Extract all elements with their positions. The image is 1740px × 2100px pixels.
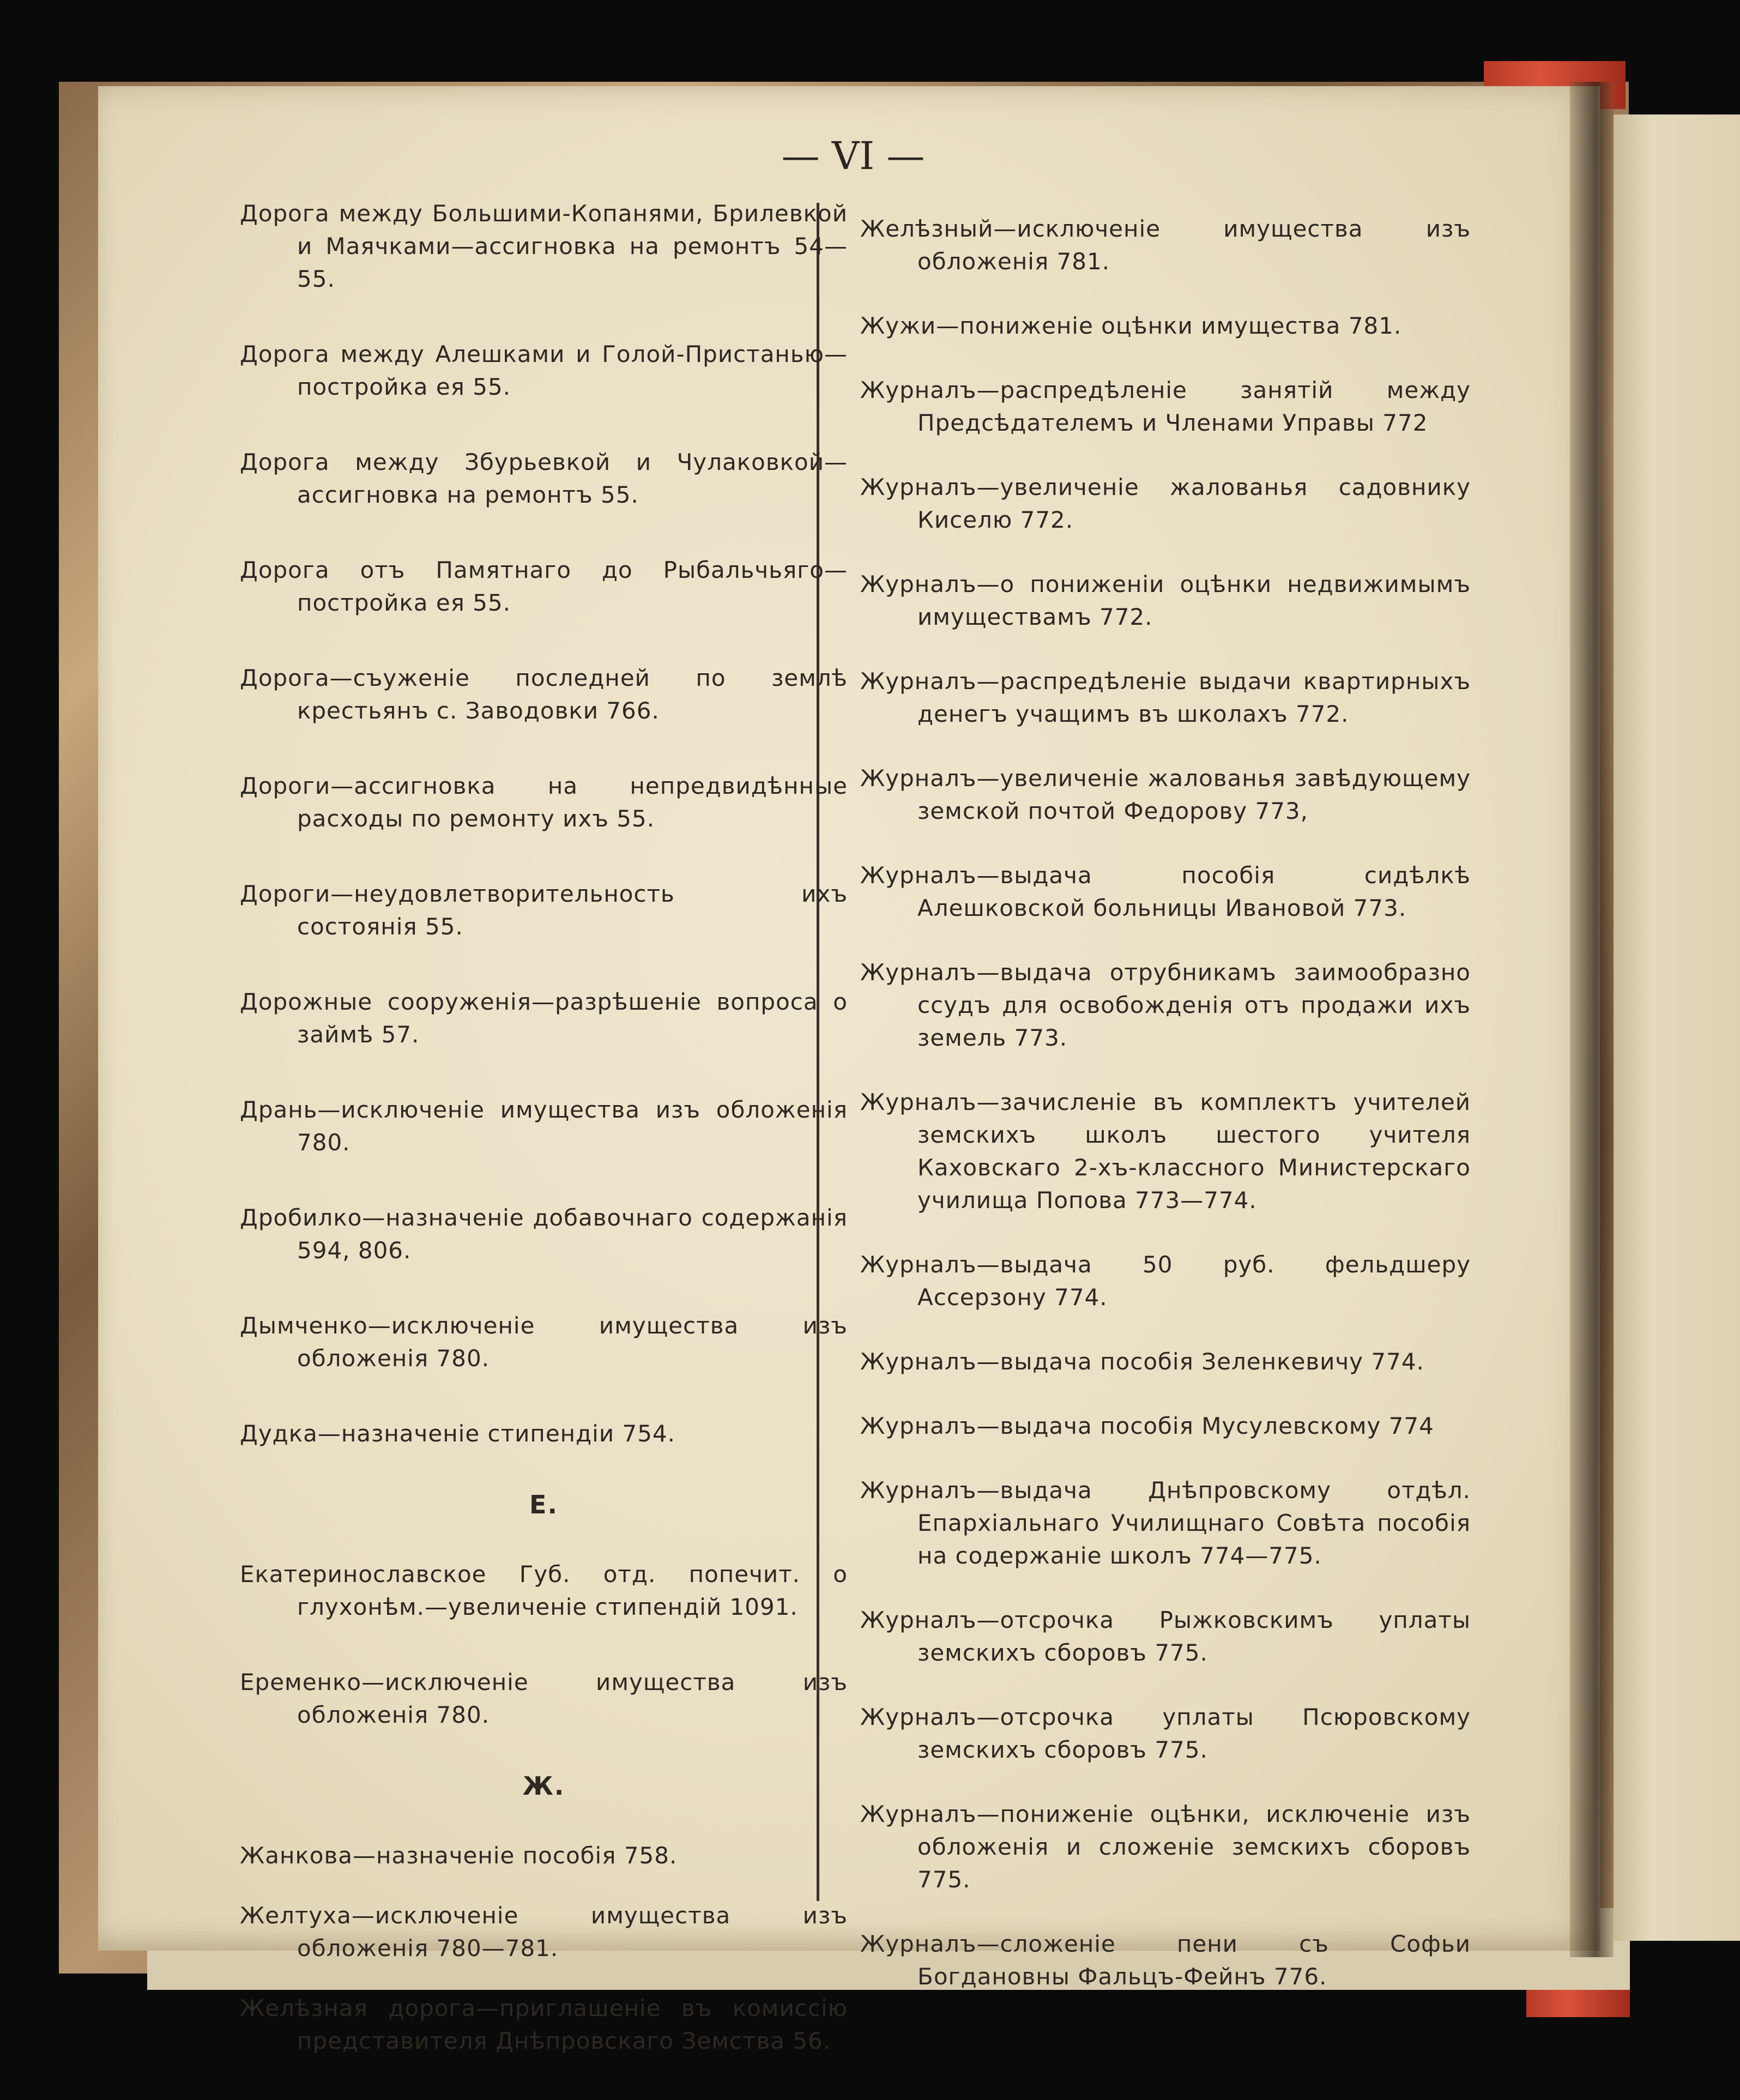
index-entry: Желѣзная дорога—приглашеніе въ комиссію представителя Днѣпровскаго Земства 56. bbox=[240, 1995, 848, 2054]
index-entry: Журналъ—выдача отрубникамъ заимообразно ссудъ для освобожденія отъ продажи ихъ земель 773. bbox=[860, 959, 1471, 1051]
index-entry: Журналъ—распредѣленіе занятій между Предсѣдателемъ и Членами Управы 772 bbox=[860, 377, 1471, 436]
facing-page-edge bbox=[1614, 114, 1740, 1941]
index-entry: Жанкова—назначеніе пособія 758. bbox=[240, 1842, 678, 1869]
index-entry: Журналъ—выдача пособія сидѣлкѣ Алешковской больницы Ивановой 773. bbox=[860, 862, 1471, 921]
index-entry: Дрань—исключеніе имущества изъ обложенія 780. bbox=[240, 1096, 848, 1156]
index-entry: Жужи—пониженіе оцѣнки имущества 781. bbox=[860, 312, 1402, 339]
index-entry: Журналъ—выдача Днѣпровскому отдѣл. Епархіальнаго Училищнаго Совѣта пособія на содержаніе школъ 774—775. bbox=[860, 1477, 1471, 1569]
index-entry: Журналъ—выдача пособія Зеленкевичу 774. bbox=[860, 1348, 1424, 1375]
index-entry: Дудка—назначеніе стипендіи 754. bbox=[240, 1420, 675, 1447]
index-entry: Журналъ—отсрочка уплаты Псюровскому земскихъ сборовъ 775. bbox=[860, 1704, 1471, 1763]
index-entry: Желѣзный—исключеніе имущества изъ обложенія 781. bbox=[860, 215, 1471, 275]
index-entry: Журналъ—отсрочка Рыжковскимъ уплаты земскихъ сборовъ 775. bbox=[860, 1607, 1471, 1666]
index-column-left bbox=[240, 197, 848, 2100]
index-entry: Журналъ—зачисленіе въ комплектъ учителей земскихъ школъ шестого учителя Каховскаго 2-хъ-классного Министерскаго училища Попова 773—774. bbox=[860, 1089, 1471, 1214]
index-column-right bbox=[860, 213, 1471, 2025]
book-gutter bbox=[1570, 82, 1614, 1957]
index-entry: Дробилко—назначеніе добавочнаго содержанія 594, 806. bbox=[240, 1204, 848, 1264]
index-entry: Дороги—ассигновка на непредвидѣнные расходы по ремонту ихъ 55. bbox=[240, 773, 848, 832]
index-entry: Журналъ—увеличеніе жалованья садовнику Киселю 772. bbox=[860, 474, 1471, 533]
index-entry: Дорога между Збурьевкой и Чулаковкой—ассигновка на ремонтъ 55. bbox=[240, 449, 848, 508]
index-entry: Дорога—съуженіе последней по землѣ крестьянъ с. Заводовки 766. bbox=[240, 665, 848, 724]
index-entry: Дорога между Большими-Копанями, Брилевкой и Маячками—ассигновка на ремонтъ 54—55. bbox=[240, 200, 848, 292]
index-entry: Желтуха—исключеніе имущества изъ обложенія 780—781. bbox=[240, 1902, 848, 1962]
page-number: — VI — bbox=[781, 134, 925, 178]
index-entry: Екатеринославское Губ. отд. попечит. о глухонѣм.—увеличеніе стипендій 1091. bbox=[240, 1561, 848, 1620]
index-entry: Журналъ—пониженіе оцѣнки, исключеніе изъ обложенія и сложеніе земскихъ сборовъ 775. bbox=[860, 1801, 1471, 1893]
index-entry: Дороги—неудовлетворительность ихъ состоянія 55. bbox=[240, 880, 848, 940]
index-entry: Журналъ—выдача 50 руб. фельдшеру Ассерзону 774. bbox=[860, 1251, 1471, 1311]
index-entry: Дорога отъ Памятнаго до Рыбальчьяго—постройка ея 55. bbox=[240, 557, 848, 616]
index-entry: Еременко—исключеніе имущества изъ обложенія 780. bbox=[240, 1669, 848, 1728]
index-entry: Журналъ—сложеніе пени съ Софьи Богдановны Фальцъ-Фейнъ 776. bbox=[860, 1930, 1471, 1990]
index-entry: Дорожные сооруженія—разрѣшеніе вопроса о займѣ 57. bbox=[240, 988, 848, 1048]
section-heading-e: Е. bbox=[529, 1490, 558, 1519]
index-entry: Дорога между Алешками и Голой-Пристанью—постройка ея 55. bbox=[240, 341, 848, 400]
index-entry: Журналъ—о пониженіи оцѣнки недвижимымъ имуществамъ 772. bbox=[860, 571, 1471, 630]
index-entry: Журналъ—увеличеніе жалованья завѣдующему земской почтой Федорову 773, bbox=[860, 765, 1471, 824]
index-entry: Журналъ—выдача пособія Мусулевскому 774 bbox=[860, 1413, 1434, 1439]
index-entry: Журналъ—распредѣленіе выдачи квартирныхъ денегъ учащимъ въ школахъ 772. bbox=[860, 668, 1471, 727]
section-heading-zh: Ж. bbox=[522, 1771, 565, 1801]
index-entry: Дымченко—исключеніе имущества изъ обложенія 780. bbox=[240, 1312, 848, 1372]
